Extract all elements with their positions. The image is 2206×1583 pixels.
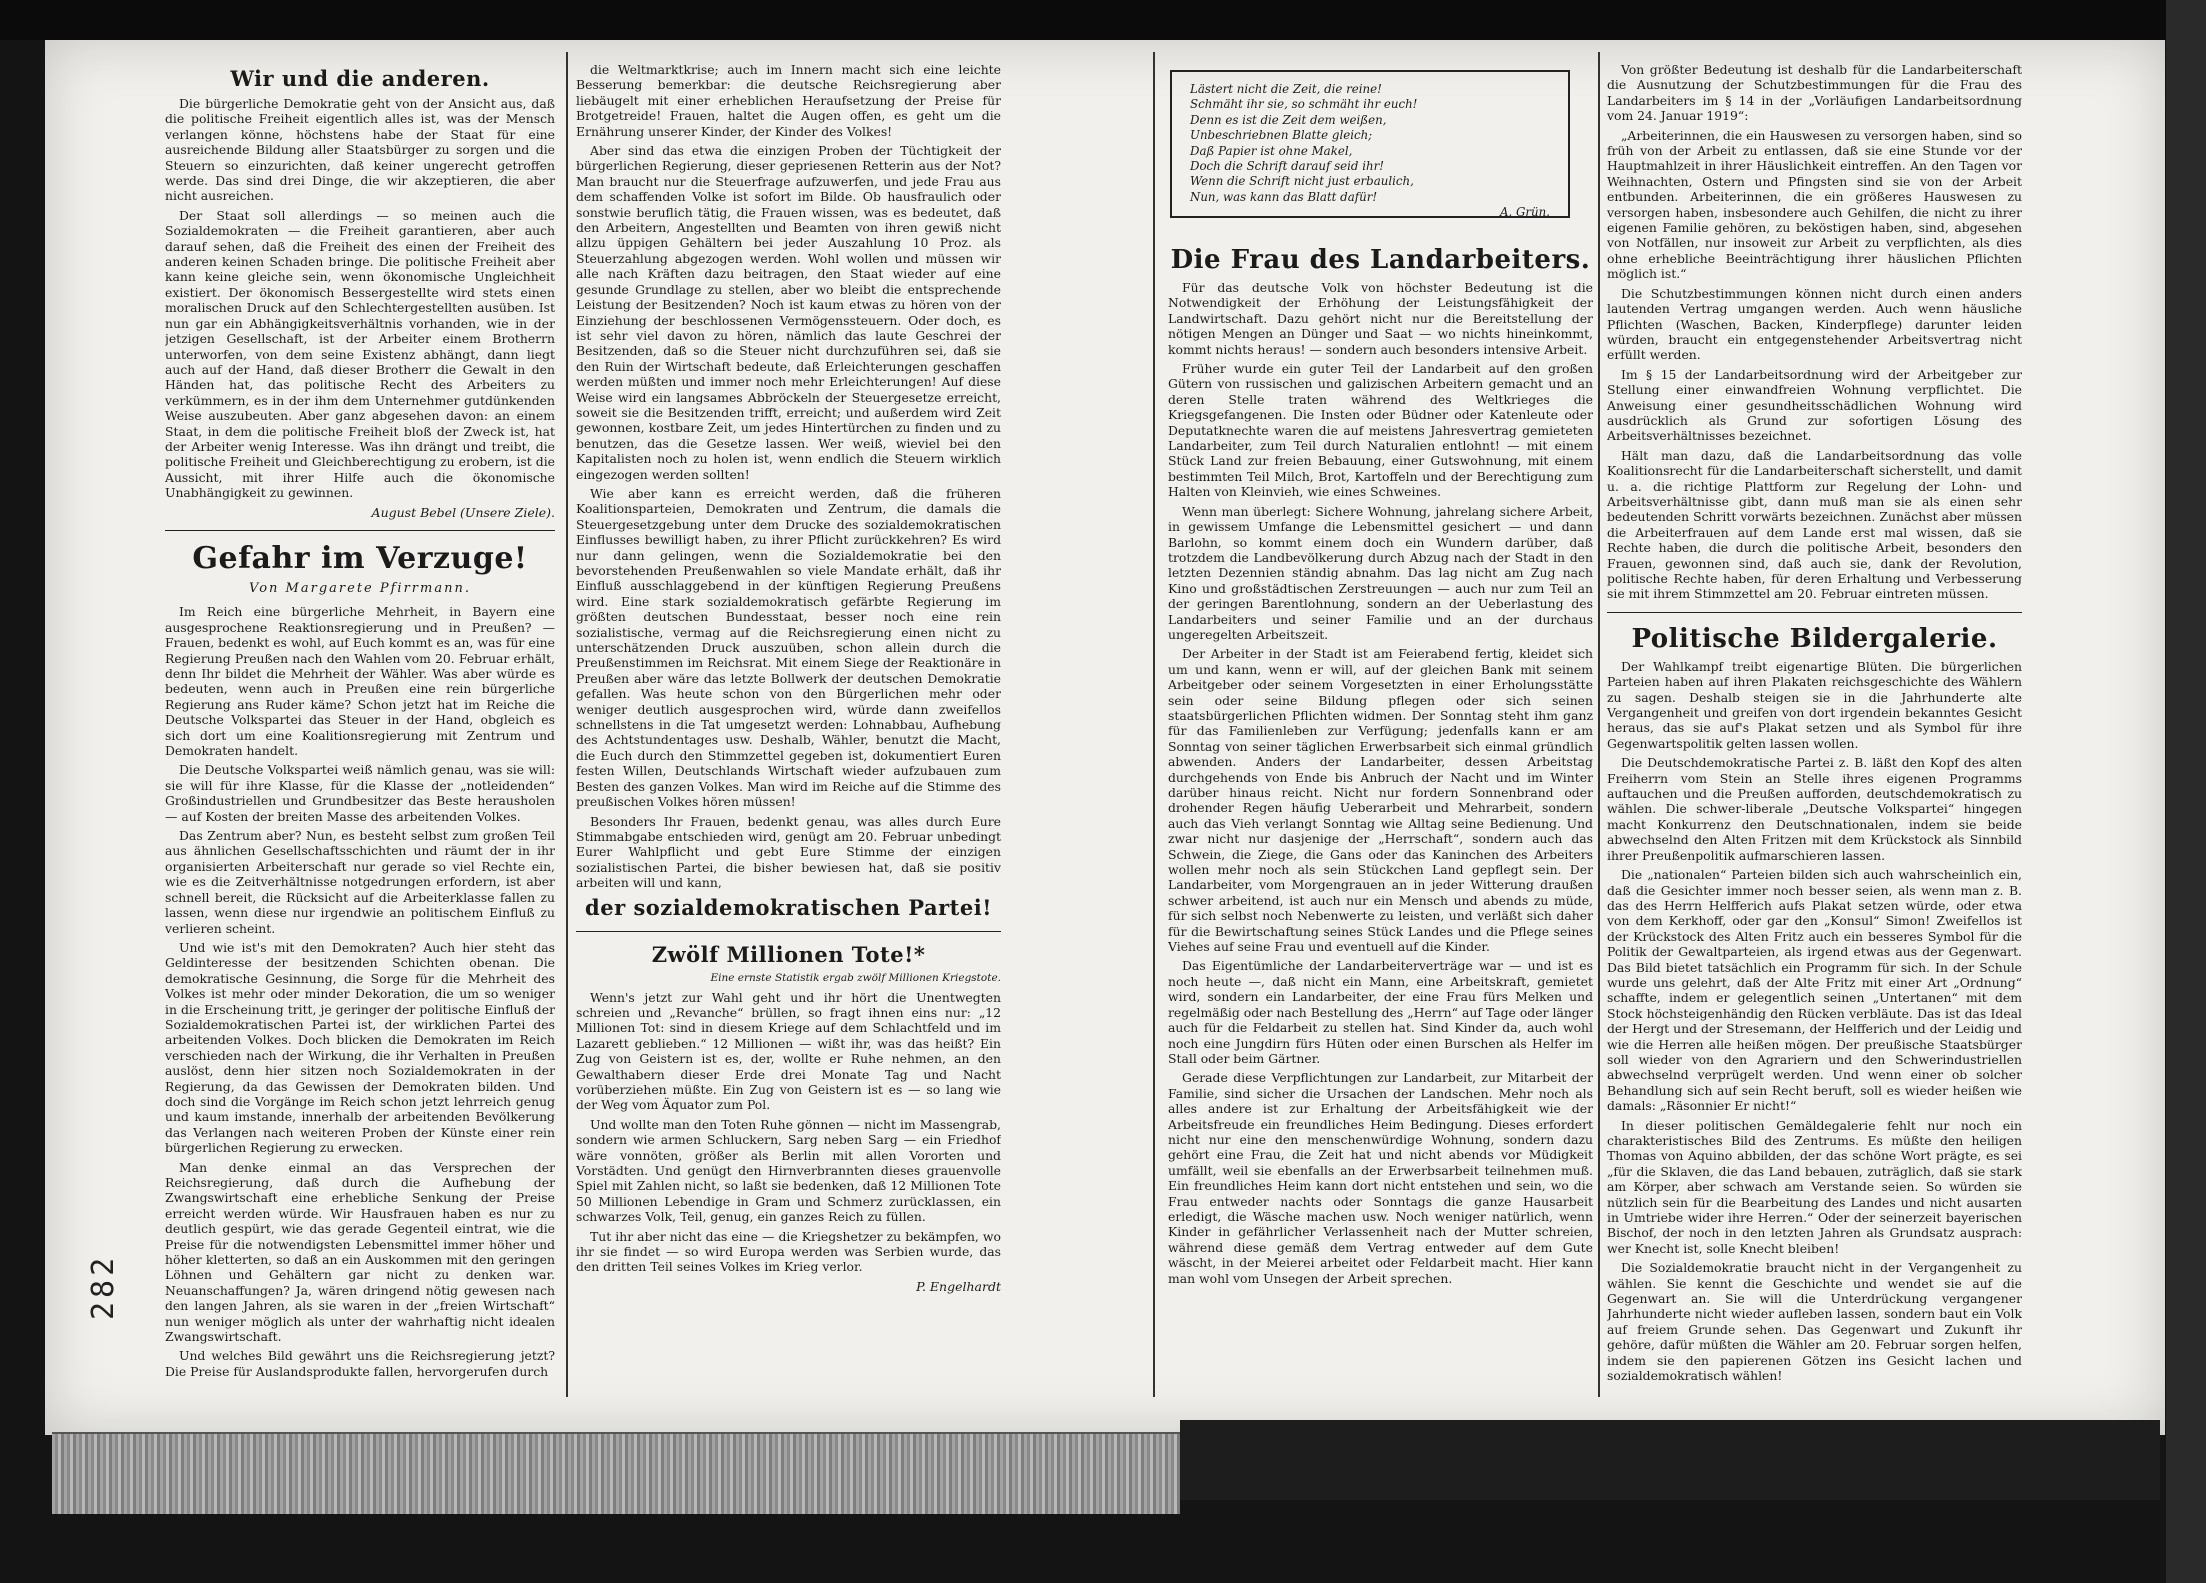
article-paragraph: „Arbeiterinnen, die ein Hauswesen zu versorgen haben, sind so früh von der Arbeit zu entlassen, daß sie eine Stunde vor der Hauptmahlzeit in ihrer Häuslichkeit eintreffen. An den Tagen vor Weihnachten, Ostern und Pfingsten sind sie von der Arbeit entbunden. Arbeiterinnen, die ein größeres Hauswesen zu versorgen haben, insbesondere auch Gehilfen, die nicht zu ihrer eigenen Familie gehören, zu beköstigen haben, sind, abgesehen von Notfällen, nur insoweit zur Arbeit zu verpflichten, als dies ohne erhebliche Beeinträchtigung ihrer häuslichen Pflichten möglich ist.“ [1607, 127, 2022, 282]
article-paragraph: Wie aber kann es erreicht werden, daß die früheren Koalitionsparteien, Demokraten und Zentrum, die damals die Steuergesetzgebung unter dem Drucke des sozialdemokratischen Einflusses bewilligt haben, zu ihrer Pflicht zurückkehren? Es wird nur dann gelingen, wenn die Sozialdemokratie bei den bevorstehenden Preußenwahlen so viele Mandate erhält, daß ihr Einfluß ausschlaggebend in der künftigen Regierung Preußens wird. Eine stark sozialdemokratisch gefärbte Regierung im größten deutschen Bundesstaat, besser noch eine rein sozialistische, vermag auf die Reichsregierung einen nicht zu unterschätzenden Druck auszuüben, schon allein durch die Preußenstimmen im Reichsrat. Mit einem Siege der Reaktionäre in Preußen aber wäre das letzte Bollwerk der deutschen Demokratie gefallen. Was heute schon von den Bürgerlichen mehr oder weniger deutlich ausgesprochen wird, würde dann zweifellos schnellstens in die Tat umgesetzt werden: Lohnabbau, Aufhebung des Achtstundentages usw. Deshalb, Wähler, benutzt die Macht, die Euch durch den Stimmzettel gegeben ist, dokumentiert Euren festen Willen, Deutschlands Wirtschaft wieder aufzubauen zum Besten des ganzen Volkes. Man wird im Reiche auf die Stimme des preußischen Volkes hören müssen! [576, 485, 1001, 810]
headline-gefahr-im-verzuge: Gefahr im Verzuge! [192, 540, 528, 576]
page-edge-binding [52, 1432, 1180, 1514]
article-paragraph: Aber sind das etwa die einzigen Proben der Tüchtigkeit der bürgerlichen Regierung, dieser gepriesenen Retterin aus der Not? Man braucht nur die Steuerfrage aufzuwerfen, und jede Frau aus dem schaffenden Volke ist sofort im Bilde. Ob hausfraulich oder sonstwie beruflich tätig, die Frauen wissen, was es bedeutet, daß den Arbeitern, Angestellten und Beamten von ihren gewiß nicht allzu üppigen Gehältern bei jeder Auszahlung 10 Proz. als Steuerzahlung abgezogen werden. Wohl wollen und müssen wir alle nach Kräften dazu beitragen, den Staat wieder auf eine gesunde Grundlage zu stellen, aber wo bleibt die entsprechende Leistung der Besitzenden? Noch ist kaum etwas zu hören von der Einziehung der beschlossenen Vermögenssteuern. Oder doch, es ist sehr viel davon zu hören, nämlich das laute Geschrei der Besitzenden, daß so die Steuer nicht durchzuführen sei, daß sie den Ruin der Wirtschaft bedeute, daß Erleichterungen geschaffen werden müßten und immer noch mehr Erleichterungen! Auf diese Weise wird ein langsames Abbröckeln der Steuergesetze erreicht, soweit sie die Besitzenden trifft, erreicht; und außerdem wird Zeit gewonnen, kostbare Zeit, um jedes Hintertürchen zu finden und zu benutzen, das die Gesetze lassen. Wer weiß, wieviel bei den Kapitalisten noch zu holen ist, wenn endlich die Steuern wirklich eingezogen werden sollten! [576, 143, 1001, 482]
column-rule-1 [566, 52, 568, 1397]
article-paragraph: Und wie ist's mit den Demokraten? Auch hier steht das Geldinteresse der besitzenden Schichten obenan. Die demokratische Gesinnung, die Sorge für die Mehrheit des Volkes ist mehr oder minder Dekoration, die um so weniger in die Erscheinung tritt, je geringer der politische Einfluß der Sozialdemokratischen Partei ist, der wirklichen Partei des arbeitenden Volkes. Doch blicken die Demokraten im Reich verschieden nach der Wirkung, die ihr Verhalten in Preußen auslöst, denn hier sitzen noch Sozialdemokraten in der Regierung, da das Gewissen der Demokraten bilden. Und doch sind die Vorgänge im Reich schon jetzt lehrreich genug und kaum imstande, innerhalb der arbeitenden Bevölkerung das Verlangen nach weiteren Proben der Künste einer rein bürgerlichen Regierung zu erwecken. [165, 939, 555, 1156]
article-paragraph: Und welches Bild gewährt uns die Reichsregierung jetzt? Die Preise für Auslandsprodukte fallen, hervorgerufen durch [165, 1348, 555, 1379]
article-paragraph: Früher wurde ein guter Teil der Landarbeit auf den großen Gütern von russischen und galizischen Arbeitern gemacht und an deren Stelle traten während des Weltkrieges die Kriegsgefangenen. Die Insten oder Büdner oder Katenleute oder Deputatknechte waren die auf meistens Jahresvertrag gemieteten Landarbeiter, zum Teil durch Naturalien entlohnt! — mit einem Stück Land zur freien Bebauung, einer Gutswohnung, mit einem bestimmten Teil Milch, Brot, Kartoffeln und der Berechtigung zum Halten von Kleinvieh, wie eines Schweines. [1168, 361, 1593, 500]
article-paragraph: Der Arbeiter in der Stadt ist am Feierabend fertig, kleidet sich um und kann, wenn er will, auf der gleichen Bank mit seinem Arbeitgeber oder seinem Vorgesetzten in einer Erholungsstätte sein oder seine Bildung pflegen oder sich seinen staatsbürgerlichen Pflichten widmen. Der Sonntag steht ihm ganz für das Familienleben zur Verfügung; jedenfalls kann er am Sonntag von seiner täglichen Erwerbsarbeit sich einmal gründlich abwenden. Anders der Landarbeiter, dessen Arbeitstag durchgehends von Ende bis Anbruch der Nacht und im Winter darüber hinaus reicht. Nicht nur fordern Sonnenbrand oder drohender Regen häufig Ueberarbeit und Mehrarbeit, sondern auch das Vieh verlangt Sonntag wie Alltag seine Bedienung. Und zwar nicht nur dasjenige der „Herrschaft“, sondern auch das Schwein, die Ziege, die Gans oder das Kaninchen des Arbeiters wollen mehr noch als sein Stückchen Land gepflegt sein. Der Landarbeiter, vom Morgengrauen an in jeder Witterung draußen schwer arbeitend, ist auch nur ein Mensch und abends zu müde, für sich selbst noch Nebenwerte zu leisten, und verläßt sich daher für die Bewirtschaftung seines Stück Landes und die Pflege seines Viehes auf seine Frau und eventuell auf die Kinder. [1168, 646, 1593, 955]
headline-zwoelf-millionen-tote: Zwölf Millionen Tote!* [651, 941, 926, 967]
article-paragraph: Die „nationalen“ Parteien bilden sich auch wahrscheinlich ein, daß die Gesichter immer noch besser seien, als wenn man z. B. das des Herrn Helfferich aufs Plakat setzen würde, oder etwa von dem Kerkhoff, oder gar den „Konsul“ Simon! Zweifellos ist der Krückstock des Alten Fritz auch ein besseres Symbol für die Politik der Gewaltparteien, als irgend etwas aus der Gegenwart. Das Bild bietet tatsächlich ein Programm für sich. In der Schule wurde uns gelehrt, daß der Alte Fritz mit einer Art „Ordnung“ schaffte, indem er gelegentlich seinen „Untertanen“ mit dem Stock höchsteigenhändig den Rücken verbläute. Das ist das Ideal der Hergt und der Stresemann, der Helfferich und der Leidig und wie die Herren alle heißen mögen. Der preußische Staatsbürger soll wieder von den Agrariern und den Schwerindustriellen abwechselnd verprügelt werden. Und wenn einer ob solcher Behandlung sich auf sein Recht beruft, soll es wieder heißen wie damals: „Räsonnier Er nicht!“ [1607, 867, 2022, 1114]
closing-slogan: der sozialdemokratischen Partei! [585, 894, 992, 920]
footnote: Eine ernste Statistik ergab zwölf Millionen Kriegstote. [710, 971, 1001, 984]
column-1 [165, 62, 555, 1392]
article-paragraph: Von größter Bedeutung ist deshalb für die Landarbeiterschaft die Ausnutzung der Schutzbestimmungen für die Frau des Landarbeiters im § 14 in der „Vorläufigen Landarbeitsordnung vom 24. Januar 1919“: [1607, 62, 2022, 124]
page-number: 282 [86, 1253, 121, 1320]
scanner-right-border [2166, 0, 2206, 1583]
article-paragraph: Das Zentrum aber? Nun, es besteht selbst zum großen Teil aus ähnlichen Gesellschaftsschichten und räumt der in ihr organisierten Arbeiterschaft nur gerade so viel Rechte ein, wie es die Zeitverhältnisse notgedrungen erfordern, ist aber schnell bereit, die Rücksicht auf die Arbeiterklasse fallen zu lassen, wenn diese nur irgendwie an politischem Einfluß zu verlieren scheint. [165, 828, 555, 936]
article-separator [576, 931, 1001, 932]
article-paragraph: In dieser politischen Gemäldegalerie fehlt nur noch ein charakteristisches Bild des Zentrums. Es müßte den heiligen Thomas von Aquino abbilden, der das schöne Wort prägte, es sei „für die Sklaven, die das Land bebauen, zuträglich, daß sie stark am Körper, aber schwach am Verstande seien. So würden sie nützlich sein für die Bearbeitung des Landes und nicht ausarten in Umtriebe wider ihre Herren.“ Oder der seinerzeit bayerischen Bischof, der noch in den letzten Jahren als Grundsatz ausprach: wer Knecht ist, solle Knecht bleiben! [1607, 1117, 2022, 1256]
poem-line: Lästert nicht die Zeit, die reine! [1190, 82, 1382, 96]
article-paragraph: Die Deutsche Volkspartei weiß nämlich genau, was sie will: sie will für ihre Klasse, für die Klasse der „notleidenden“ Großindustriellen und Grundbesitzer das Beste herausholen — auf Kosten der breiten Masse des arbeitenden Volkes. [165, 762, 555, 824]
poem-line: Wenn die Schrift nicht just erbaulich, [1190, 174, 1414, 189]
poem-line: Unbeschriebnen Blatte gleich; [1190, 128, 1373, 143]
column-rule-3 [1598, 52, 1600, 1397]
poem-line: Schmäht ihr sie, so schmäht ihr euch! [1190, 97, 1418, 112]
article-paragraph: Die Schutzbestimmungen können nicht durch einen anders lautenden Vertrag umgangen werden. Auch wenn häusliche Pflichten (Waschen, Backen, Kinderpflege) darunter leiden würden, braucht ein entgegenstehender Arbeitsvertrag nicht erfüllt werden. [1607, 285, 2022, 363]
article-paragraph: Im Reich eine bürgerliche Mehrheit, in Bayern eine ausgesprochene Reaktionsregierung und in Preußen? — Frauen, bedenkt es wohl, auf Euch kommt es an, was für eine Regierung Preußen nach den Wahlen vom 20. Februar erhält, denn Ihr bildet die Mehrheit der Wähler. Was aber würde es bedeuten, wenn auch in Preußen eine rein bürgerliche Regierung ans Ruder käme? Schon jetzt hat im Reiche die Deutsche Volkspartei das Steuer in der Hand, obgleich es sich dort um eine Koalitionsregierung mit Zentrum und Demokraten handelt. [165, 604, 555, 759]
column-3 [1168, 240, 1593, 1390]
article-signature: August Bebel (Unsere Ziele). [371, 504, 555, 520]
poem-line: Denn es ist die Zeit dem weißen, [1190, 112, 1387, 127]
article-paragraph: Hält man dazu, daß die Landarbeitsordnung das volle Koalitionsrecht für die Landarbeiterschaft sicherstellt, und damit u. a. die richtige Plattform zur Regelung der Lohn- und Arbeitsverhältnisse gibt, dann muß man sie als einen sehr bedeutenden Schritt vorwärts bezeichnen. Zunächst aber müssen die Arbeiterfrauen auf dem Lande erst mal wissen, daß sie Rechte haben, die durch die politische Arbeit, besonders den Frauen, gewonnen sind, daß auch sie, dank der Revolution, politische Rechte haben, für deren Erhaltung und Verbesserung sie mit ihrem Stimmzettel am 20. Februar eintreten müssen. [1607, 447, 2022, 602]
article-paragraph: Die bürgerliche Demokratie geht von der Ansicht aus, daß die politische Freiheit eigentlich alles ist, was der Mensch verlangen könne, höchstens habe der Staat für eine ausreichende Bildung aller Staatsbürger zu sorgen und die Steuern so einzurichten, daß keiner ungerecht getroffen werde. Das sind drei Dinge, die wir akzeptieren, die aber nicht ausreichen. [165, 96, 555, 204]
article-paragraph: Wenn man überlegt: Sichere Wohnung, jahrelang sichere Arbeit, in gewissem Umfange die Lebensmittel gesichert — und dann Barlohn, so kommt einem doch ein Wundern darüber, daß trotzdem die Landbevölkerung durch Abzug nach der Stadt in den letzten Dezennien ständig abnahm. Das lag nicht am Zug nach Kino und großstädtischen Zerstreuungen — auch nur zum Teil an der geringen Barentlohnung, sondern an der Ueberlastung des Landarbeiters und seiner Familie und an der durchaus ungeregelten Arbeitszeit. [1168, 503, 1593, 642]
poem-line: Doch die Schrift darauf seid ihr! [1190, 159, 1384, 174]
article-paragraph: Tut ihr aber nicht das eine — die Kriegshetzer zu bekämpfen, wo ihr sie findet — so wird Europa werden was Serbien wurde, das den dritten Teil seines Volkes im Krieg verlor. [576, 1228, 1001, 1275]
article-paragraph: Und wollte man den Toten Ruhe gönnen — nicht im Massengrab, sondern wie armen Schluckern, Sarg neben Sarg — ein Friedhof wäre vonnöten, größer als Berlin mit allen Vororten und Vorstädten. Und genügt den Hirnverbrannten dieses grauenvolle Spiel mit Zahlen nicht, so laßt sie bedenken, daß 12 Millionen Tote 50 Millionen Lebendige in Gram und Schmerz zurücklassen, ein schwarzes Volk, Teil, genug, ein ganzes Reich zu füllen. [576, 1116, 1001, 1225]
headline-wir-und-die-anderen: Wir und die anderen. [230, 66, 490, 91]
poem-line: Daß Papier ist ohne Makel, [1190, 143, 1353, 158]
article-paragraph: Für das deutsche Volk von höchster Bedeutung ist die Notwendigkeit der Erhöhung der Leistungsfähigkeit der Landwirtschaft. Dazu gehört nicht nur die Bereitstellung der nötigen Mengen an Dünger und Saat — wo nichts hineinkommt, kommt nichts heraus! — sondern auch besonders intensive Arbeit. [1168, 280, 1593, 357]
article-separator [165, 530, 555, 531]
headline-die-frau-des-landarbeiters: Die Frau des Landarbeiters. [1170, 245, 1591, 275]
scanner-bottom-shadow [1180, 1420, 2160, 1500]
article-byline: Von Margarete Pfirrmann. [249, 580, 471, 596]
article-separator [1607, 612, 2022, 613]
article-paragraph: Das Eigentümliche der Landarbeiterverträge war — und ist es noch heute —, daß nicht ein Mann, eine Arbeitskraft, gemietet wird, sondern ein Landarbeiter, der eine Frau fürs Melken und regelmäßig oder nach Bestellung des „Herrn“ auf Tage oder länger auch für die Feldarbeit zu stellen hat. Sind Kinder da, auch wohl noch eine Jungdirn fürs Hüten oder einen Burschen als Helfer im Stall oder beim Gärtner. [1168, 958, 1593, 1066]
article-paragraph: Der Wahlkampf treibt eigenartige Blüten. Die bürgerlichen Parteien haben auf ihren Plakaten reichsgeschichte des Wählern zu sagen. Deshalb steigen sie in die Jahrhunderte alte Vergangenheit und greifen von dort irgendein bekanntes Gesicht heraus, das sie auf's Plakat setzen und als Symbol für ihre Gegenwartspolitik gelten lassen wollen. [1607, 658, 2022, 751]
article-paragraph: die Weltmarktkrise; auch im Innern macht sich eine leichte Besserung bemerkbar: die deutsche Reichsregierung aber liebäugelt mit einer erheblichen Heraufsetzung der Preise für Brotgetreide! Frauen, haltet die Augen offen, es geht um die Ernährung unserer Kinder, der Kinder des Volkes! [576, 62, 1001, 139]
article-signature: P. Engelhardt [916, 1278, 1001, 1294]
column-rule-gutter [1153, 52, 1155, 1397]
article-paragraph: Der Staat soll allerdings — so meinen auch die Sozialdemokraten — die Freiheit garantieren, aber auch darauf sehen, daß die Freiheit des einen der Freiheit des anderen keinen Schaden bringe. Die politische Freiheit aber kann keine gleiche sein, wenn ökonomische Ungleichheit existiert. Der ökonomisch Bessergestellte wird stets einen moralischen Druck auf den Schlechtergestellten ausüben. Ist nun gar ein Abhängigkeitsverhältnis vorhanden, wie in der jetzigen Gesellschaft, ist der Arbeiter einem Brotherrn unterworfen, von dem seine Existenz abhängt, dann liegt auch auf der Hand, daß dieser Brotherr die Gewalt in den Händen hat, das politische Recht des Arbeiters zu verkümmern, es in der ihm dem Unternehmer gutdünkenden Weise auszubeuten. Aber ganz abgesehen davon: an einem Staat, in dem die politische Freiheit bloß der Zweck ist, hat der Arbeiter wenig Interesse. Was ihn drängt und treibt, die politische Freiheit und Gleichberechtigung zu erobern, ist die Aussicht, mit ihrer Hilfe auch die ökonomische Unabhängigkeit zu gewinnen. [165, 207, 555, 501]
article-paragraph: Gerade diese Verpflichtungen zur Landarbeit, zur Mitarbeit der Familie, sind sicher die Ursachen der Landschen. Mehr noch als alles andere ist zur Erhaltung der Arbeitsfähigkeit wie der Arbeitsfreude ein freundliches Heim Bedingung. Dieses erfordert nicht nur eine den menschenwürdige Wohnung, sondern dazu gehört eine Frau, die Zeit hat und nicht abends vor Müdigkeit umfällt, weil sie ebenfalls an der Erwerbsarbeit teilnehmen muß. Ein freundliches Heim kann dort nicht entstehen und sein, wo die Frau entweder nachts oder Sonntags die ganze Hausarbeit erledigt, die Wäsche machen usw. Noch weniger natürlich, wenn Kinder in gefährlicher Verlassenheit nach der Mutter schreien, während diese gemäß dem Vertrag entweder auf dem Gute wäscht, in der Meierei arbeitet oder Feldarbeit macht. Hier kann man wohl vom Unsegen der Arbeit sprechen. [1168, 1070, 1593, 1286]
headline-politische-bildergalerie: Politische Bildergalerie. [1631, 623, 1998, 654]
article-paragraph: Man denke einmal an das Versprechen der Reichsregierung, daß durch die Aufhebung der Zwangswirtschaft eine erhebliche Senkung der Preise erreicht werden würde. Wir Hausfrauen haben es nur zu deutlich gespürt, wie das gerade Gegenteil eintrat, wie die Preise für die notwendigsten Lebensmittel immer höher und höher kletterten, so daß an ein Auskommen mit den geringen Löhnen und Gehältern gar nicht zu denken war. Neuanschaffungen? Ja, wären dringend nötig gewesen nach den langen Jahren, als sie waren in der „freien Wirtschaft“ nun weniger möglich als unter der wahrhaftig nicht idealen Zwangswirtschaft. [165, 1159, 555, 1345]
article-paragraph: Im § 15 der Landarbeitsordnung wird der Arbeitgeber zur Stellung einer einwandfreien Wohnung verpflichtet. Die Anweisung einer gesundheitsschädlichen Wohnung wird ausdrücklich als Grund zur sofortigen Lösung des Arbeitsverhältnisses bezeichnet. [1607, 366, 2022, 444]
article-paragraph: Die Sozialdemokratie braucht nicht in der Vergangenheit zu wählen. Sie kennt die Geschichte und wendet sie auf die Gegenwart an. Sie will die Unterdrückung vergangener Jahrhunderte nicht wieder aufleben lassen, sondern baut ein Volk auf freiem Grunde sehen. Das Gegenwart und Zukunft ihr gehöre, dafür müßten die Wähler am 20. Februar sorgen helfen, indem sie den papierenen Götzen ins Gesicht lachen und sozialdemokratisch wählen! [1607, 1260, 2022, 1384]
article-paragraph: Wenn's jetzt zur Wahl geht und ihr hört die Unentwegten schreien und „Revanche“ brüllen, so fragt ihnen eins nur: „12 Millionen Tot: sind in diesem Kriege auf dem Schlachtfeld und im Lazarett geblieben.“ 12 Millionen — wißt ihr, was das heißt? Ein Zug von Geistern ist es, der, wollte er Ruhe nehmen, an den Gewalthabern dieser Erde drei Monate Tag und Nacht vorüberziehen müßte. Ein Zug von Geistern ist es — so lang wie der Weg vom Äquator zum Pol. [576, 989, 1001, 1113]
scanner-top-border [0, 0, 2206, 40]
article-paragraph: Die Deutschdemokratische Partei z. B. läßt den Kopf des alten Freiherrn vom Stein an Stelle ihres eigenen Programms auftauchen und die Preußen aufforden, deutschdemokratisch zu wählen. Die schwer-liberale „Deutsche Volkspartei“ hingegen macht Konkurrenz den Deutschnationalen, indem sie beide abwechselnd den Alten Fritzen mit dem Krückstock als Sinnbild ihrer Preußenpolitik aufmarschieren lassen. [1607, 755, 2022, 863]
article-paragraph: Besonders Ihr Frauen, bedenkt genau, was alles durch Eure Stimmabgabe entschieden wird, genügt am 20. Februar unbedingt Eurer Wahlpflicht und gebt Eure Stimme der einzigen sozialistischen Partei, die bisher bewiesen hat, daß sie positiv arbeiten will und kann, [576, 813, 1001, 891]
column-2 [576, 62, 1001, 1392]
poem-author: A. Grün. [1499, 205, 1550, 220]
column-4 [1607, 62, 2022, 1392]
poem-line: Nun, was kann das Blatt dafür! [1190, 189, 1378, 204]
poem-box [1170, 70, 1570, 218]
